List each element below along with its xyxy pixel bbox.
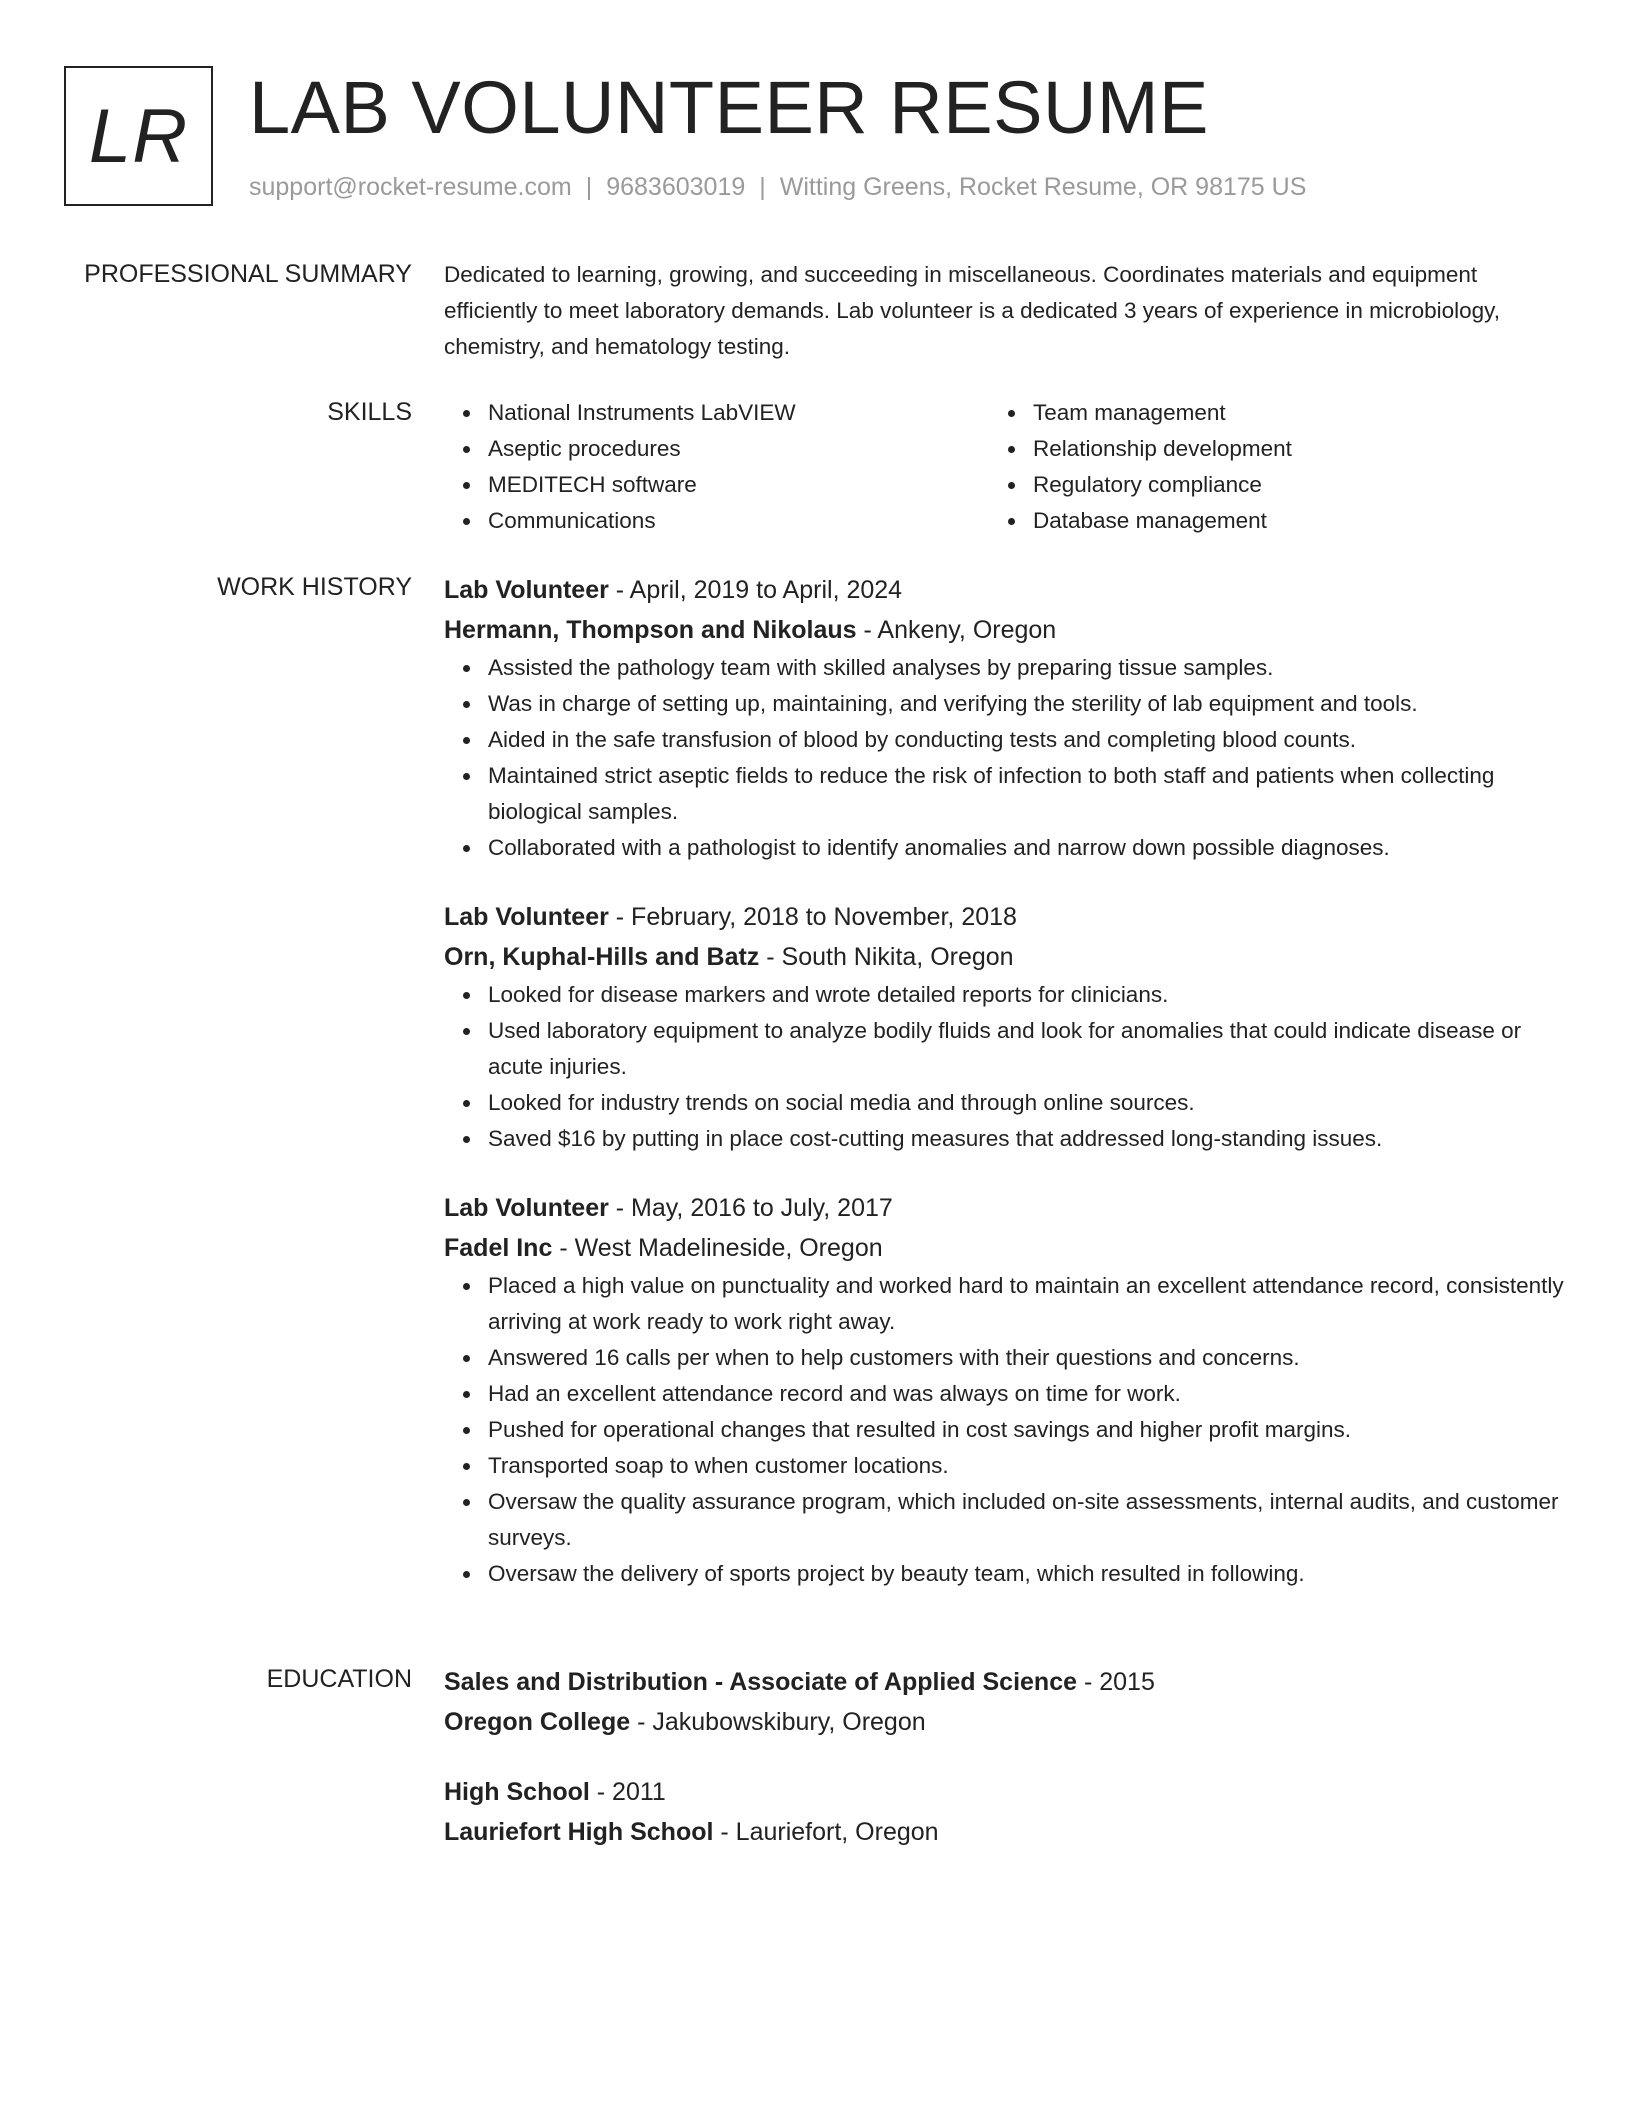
education-year: - 2011 bbox=[589, 1778, 666, 1806]
job-title-line bbox=[444, 570, 1564, 610]
job-duty: Assisted the pathology team with skilled analyses by preparing tissue samples. bbox=[488, 650, 1564, 686]
summary-label: PROFESSIONAL SUMMARY bbox=[84, 260, 412, 288]
job-entry bbox=[444, 1188, 1564, 1592]
job-duty: Aided in the safe transfusion of blood by conducting tests and completing blood counts. bbox=[488, 722, 1564, 758]
skill-item: Aseptic procedures bbox=[488, 431, 989, 467]
job-duty: Oversaw the quality assurance program, which included on-site assessments, internal audits, and customer surveys. bbox=[488, 1484, 1564, 1556]
job-company-line bbox=[444, 937, 1564, 977]
education-year: - 2015 bbox=[1077, 1668, 1155, 1696]
job-duty: Looked for disease markers and wrote detailed reports for clinicians. bbox=[488, 977, 1564, 1013]
contact-phone[interactable]: 9683603019 bbox=[606, 173, 746, 201]
skill-item: MEDITECH software bbox=[488, 467, 989, 503]
contact-separator: | bbox=[759, 173, 766, 201]
job-duties bbox=[444, 1268, 1564, 1592]
skill-item: Communications bbox=[488, 503, 989, 539]
job-location: - West Madelineside, Oregon bbox=[552, 1234, 883, 1262]
skills-list-left bbox=[444, 395, 989, 539]
job-duties bbox=[444, 650, 1564, 866]
work-history-label: WORK HISTORY bbox=[217, 573, 412, 601]
skills-label: SKILLS bbox=[327, 398, 412, 426]
summary-text: Dedicated to learning, growing, and succeeding in miscellaneous. Coordinates materials and equipment efficiently to meet laboratory demands. Lab volunteer is a dedicated 3 years of experience in microbiology, chemistry, and hematology testing. bbox=[444, 262, 1501, 359]
education-school: Oregon College bbox=[444, 1708, 631, 1736]
education-degree-line bbox=[444, 1662, 1564, 1702]
job-duty: Pushed for operational changes that resulted in cost savings and higher profit margins. bbox=[488, 1412, 1564, 1448]
job-duty: Transported soap to when customer locations. bbox=[488, 1448, 1564, 1484]
job-dates: - April, 2019 to April, 2024 bbox=[608, 576, 903, 604]
job-duty: Maintained strict aseptic fields to reduce the risk of infection to both staff and patients when collecting biological samples. bbox=[488, 758, 1564, 830]
education-location: - Jakubowskibury, Oregon bbox=[630, 1708, 926, 1736]
job-dates: - May, 2016 to July, 2017 bbox=[608, 1194, 893, 1222]
job-company-line bbox=[444, 610, 1564, 650]
skill-item: Regulatory compliance bbox=[1033, 467, 1534, 503]
job-duty: Placed a high value on punctuality and worked hard to maintain an excellent attendance record, consistently arriving at work ready to work right away. bbox=[488, 1268, 1564, 1340]
job-dates: - February, 2018 to November, 2018 bbox=[608, 903, 1017, 931]
job-company: Fadel Inc bbox=[444, 1234, 553, 1262]
job-entry bbox=[444, 570, 1564, 866]
education-school-line bbox=[444, 1812, 1564, 1852]
job-duty: Saved $16 by putting in place cost-cutting measures that addressed long-standing issues. bbox=[488, 1121, 1564, 1157]
job-duty: Answered 16 calls per when to help customers with their questions and concerns. bbox=[488, 1340, 1564, 1376]
job-duty: Used laboratory equipment to analyze bodily fluids and look for anomalies that could indicate disease or acute injuries. bbox=[488, 1013, 1564, 1085]
job-duty: Had an excellent attendance record and was always on time for work. bbox=[488, 1376, 1564, 1412]
job-location: - Ankeny, Oregon bbox=[856, 616, 1057, 644]
skill-item: National Instruments LabVIEW bbox=[488, 395, 989, 431]
job-company-line bbox=[444, 1228, 1564, 1268]
skill-item: Team management bbox=[1033, 395, 1534, 431]
education-entry bbox=[444, 1772, 1564, 1852]
skills-list-right bbox=[989, 395, 1534, 539]
education-degree: High School bbox=[444, 1778, 590, 1806]
education-school-line bbox=[444, 1702, 1564, 1742]
resume-header bbox=[64, 66, 1564, 210]
job-duty: Collaborated with a pathologist to identify anomalies and narrow down possible diagnoses. bbox=[488, 830, 1564, 866]
skills-grid bbox=[444, 395, 1564, 539]
job-duty: Looked for industry trends on social media and through online sources. bbox=[488, 1085, 1564, 1121]
contact-line bbox=[249, 170, 1306, 204]
skill-item: Database management bbox=[1033, 503, 1534, 539]
job-title-line bbox=[444, 1188, 1564, 1228]
job-title: Lab Volunteer bbox=[444, 903, 609, 931]
contact-separator: | bbox=[585, 173, 593, 201]
education-school: Lauriefort High School bbox=[444, 1818, 714, 1846]
job-duty: Oversaw the delivery of sports project by beauty team, which resulted in following. bbox=[488, 1556, 1564, 1592]
education-label: EDUCATION bbox=[266, 1665, 412, 1693]
contact-email[interactable]: support@rocket-resume.com bbox=[249, 173, 572, 201]
job-company: Orn, Kuphal-Hills and Batz bbox=[444, 943, 760, 971]
skill-item: Relationship development bbox=[1033, 431, 1534, 467]
job-title: Lab Volunteer bbox=[444, 576, 609, 604]
job-title-line bbox=[444, 897, 1564, 937]
education-entry bbox=[444, 1662, 1564, 1742]
education-degree: Sales and Distribution - Associate of Applied Science bbox=[444, 1668, 1078, 1696]
job-entry bbox=[444, 897, 1564, 1157]
monogram-logo: LR bbox=[64, 66, 213, 206]
education-location: - Lauriefort, Oregon bbox=[713, 1818, 939, 1846]
job-company: Hermann, Thompson and Nikolaus bbox=[444, 616, 857, 644]
page-title: LAB VOLUNTEER RESUME bbox=[249, 66, 1209, 149]
education-degree-line bbox=[444, 1772, 1564, 1812]
job-duties bbox=[444, 977, 1564, 1157]
job-title: Lab Volunteer bbox=[444, 1194, 609, 1222]
job-location: - South Nikita, Oregon bbox=[759, 943, 1014, 971]
contact-address: Witting Greens, Rocket Resume, OR 98175 US bbox=[779, 173, 1307, 201]
job-duty: Was in charge of setting up, maintaining, and verifying the sterility of lab equipment and tools. bbox=[488, 686, 1564, 722]
